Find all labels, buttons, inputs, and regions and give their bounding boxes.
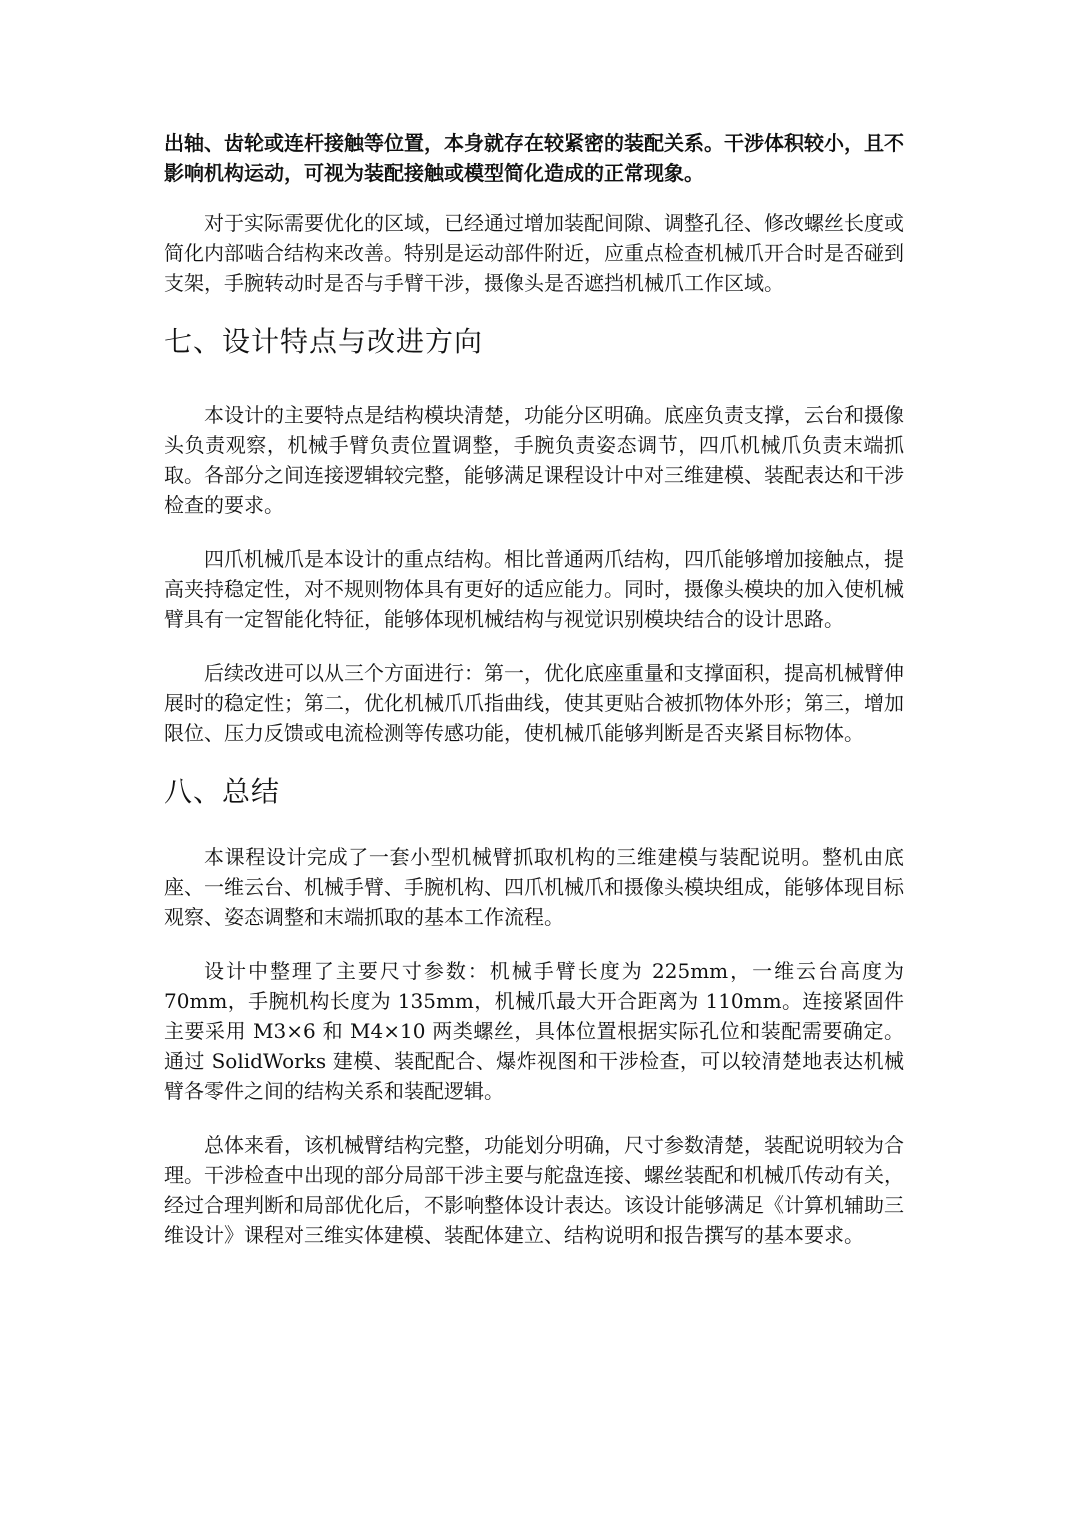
paragraph-summary: 本课程设计完成了一套小型机械臂抓取机构的三维建模与装配说明。整机由底座、一维云台、机械手臂、手腕机构、四爪机械爪和摄像头模块组成，能够体现目标观察、姿态调整和末端抓取的基本工作流程。 [164,845,904,929]
paragraph-dimensions: 设计中整理了主要尺寸参数：机械手臂长度为 225mm，一维云台高度为 70mm，手腕机构长度为 135mm，机械爪最大开合距离为 110mm。连接紧固件主要采用 M3×6 和 M4×10 两类螺丝，具体位置根据实际孔位和装配需要确定。通过 SolidWorks 建模、装配配合、爆炸视图和干涉检查，可以较清楚地表达机械臂各零件之间的结构关系和装配逻辑。 [164,959,904,1103]
page-content [164,128,904,1274]
paragraph-four-claw: 四爪机械爪是本设计的重点结构。相比普通两爪结构，四爪能够增加接触点，提高夹持稳定性，对不规则物体具有更好的适应能力。同时，摄像头模块的加入使机械臂具有一定智能化特征，能够体现机械结构与视觉识别模块结合的设计思路。 [164,547,904,631]
paragraph-conclusion: 总体来看，该机械臂结构完整，功能划分明确，尺寸参数清楚，装配说明较为合理。干涉检查中出现的部分局部干涉主要与舵盘连接、螺丝装配和机械爪传动有关，经过合理判断和局部优化后，不影响整体设计表达。该设计能够满足《计算机辅助三维设计》课程对三维实体建模、装配体建立、结构说明和报告撰写的基本要求。 [164,1133,904,1247]
paragraph-features: 本设计的主要特点是结构模块清楚，功能分区明确。底座负责支撑，云台和摄像头负责观察，机械手臂负责位置调整，手腕负责姿态调节，四爪机械爪负责末端抓取。各部分之间连接逻辑较完整，能够满足课程设计中对三维建模、装配表达和干涉检查的要求。 [164,403,904,517]
paragraph-improvements: 后续改进可以从三个方面进行：第一，优化底座重量和支撑面积，提高机械臂伸展时的稳定性；第二，优化机械爪爪指曲线，使其更贴合被抓物体外形；第三，增加限位、压力反馈或电流检测等传感功能，使机械爪能够判断是否夹紧目标物体。 [164,661,904,745]
section-heading-8: 八、总结 [164,775,281,808]
bold-paragraph: 出轴、齿轮或连杆接触等位置，本身就存在较紧密的装配关系。干涉体积较小，且不影响机构运动，可视为装配接触或模型简化造成的正常现象。 [164,131,904,185]
section-heading-7: 七、设计特点与改进方向 [164,325,484,358]
paragraph-optimization: 对于实际需要优化的区域，已经通过增加装配间隙、调整孔径、修改螺丝长度或简化内部啮合结构来改善。特别是运动部件附近，应重点检查机械爪开合时是否碰到支架，手腕转动时是否与手臂干涉，摄像头是否遮挡机械爪工作区域。 [164,211,904,295]
